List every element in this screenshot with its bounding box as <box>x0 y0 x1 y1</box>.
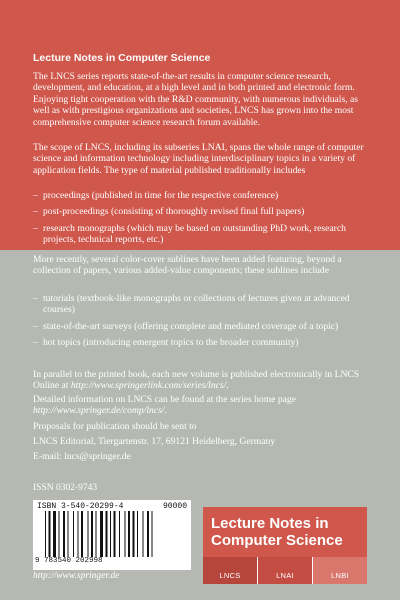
list-item: – proceedings (published in time for the respective conference) <box>33 190 373 201</box>
barcode-bar <box>114 511 116 557</box>
series-description: The LNCS series reports state-of-the-art results in computer science research, development, and education, at a high level and in both printed and electronic form. Enjoying tight cooperation with the R&D community, with numerous individuals, as well as with prestigious organizations and societies, LNCS has grown into the most comprehensive computer science research forum available. <box>33 71 358 128</box>
logo-title: Lecture Notes in Computer Science <box>211 515 343 549</box>
proposals-text: Proposals for publication should be sent to <box>33 421 197 432</box>
barcode-bars <box>45 511 181 557</box>
list-item: – tutorials (textbook-like monographs or collections of lectures given at advanced courses) <box>33 293 373 316</box>
barcode-bar <box>78 511 79 557</box>
barcode-bar <box>125 511 126 557</box>
logo-subline-lncs: LNCS <box>203 557 257 584</box>
barcode-bar <box>68 511 69 557</box>
email-line: E-mail: lncs@springer.de <box>33 451 131 462</box>
publisher-url[interactable]: http://www.springer.de <box>33 571 120 581</box>
isbn-barcode <box>33 500 191 570</box>
sublines-intro: More recently, several color-cover sublines have been added featuring, beyond a collection of papers, various added-value components; these sublines include <box>33 254 342 277</box>
barcode-bar <box>147 511 149 557</box>
isbn-number: ISBN 3-540-20299-4 90000 <box>37 502 187 511</box>
barcode-bar <box>119 511 120 557</box>
logo-subline-bar <box>203 557 367 584</box>
barcode-bar <box>143 511 144 557</box>
barcode-bar <box>63 511 65 557</box>
series-heading: Lecture Notes in Computer Science <box>33 52 211 64</box>
ean-number: 9 783540 202998 <box>35 557 103 565</box>
lncs-online-link[interactable]: http://www.springerlink.com/series/lncs/ <box>70 380 227 392</box>
barcode-bar <box>88 511 89 557</box>
sublines-list <box>33 293 373 354</box>
barcode-bar <box>110 511 111 557</box>
online-paragraph: In parallel to the printed book, each new volume is published electronically in LNCS Online at http://www.springerlink.com/series/lncs/. <box>33 369 360 392</box>
lncs-series-logo <box>203 507 367 584</box>
list-item: – state-of-the-art surveys (offering complete and mediated coverage of a topic) <box>33 321 373 332</box>
material-types-list <box>33 190 373 251</box>
barcode-bar <box>152 511 153 557</box>
logo-subline-lnbi: LNBI <box>312 557 367 584</box>
barcode-bar <box>133 511 135 557</box>
scope-description: The scope of LNCS, including its subseries LNAI, spans the whole range of computer science and information technology including interdisciplinary topics in a variety of application fields. The type of material published traditionally includes <box>33 142 364 176</box>
lncs-homepage-link[interactable]: http://www.springer.de/comp/lncs/ <box>33 405 165 417</box>
list-item: – hot topics (introducing emergent topics to the broader community) <box>33 337 373 348</box>
logo-subline-lnai: LNAI <box>257 557 312 584</box>
list-item: – post-proceedings (consisting of thoroughly revised final full papers) <box>33 206 373 217</box>
email-link[interactable]: lncs@springer.de <box>64 451 131 462</box>
barcode-bar <box>45 511 46 557</box>
barcode-bar <box>100 511 103 557</box>
barcode-bar <box>59 511 60 557</box>
barcode-bar <box>137 511 138 557</box>
top-red-section <box>0 0 400 250</box>
barcode-bar <box>49 511 51 557</box>
list-item: – research monographs (which may be based on outstanding PhD work, research projects, technical reports, etc.) <box>33 223 373 246</box>
barcode-bar <box>128 511 130 557</box>
homepage-paragraph: Detailed information on LNCS can be found at the series home page http://www.springer.de/comp/lncs/. <box>33 394 296 417</box>
barcode-bar <box>91 511 93 557</box>
barcode-bar <box>96 511 97 557</box>
barcode-bar <box>81 511 83 557</box>
barcode-bar <box>53 511 56 557</box>
editorial-address: LNCS Editorial, Tiergartenstr. 17, 69121 Heidelberg, Germany <box>33 436 276 447</box>
issn-number: ISSN 0302-9743 <box>33 483 98 493</box>
barcode-bar <box>106 511 108 557</box>
barcode-bar <box>73 511 74 557</box>
